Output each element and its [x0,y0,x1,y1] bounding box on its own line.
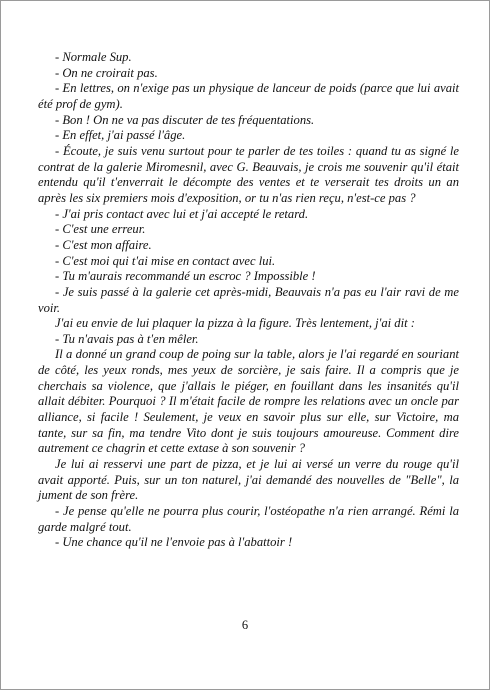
dialogue-line-mon-affaire: - C'est mon affaire. [55,237,152,252]
dialogue-line-ecoute: - Écoute, je suis venu surtout pour te parler de tes toiles : quand tu as signé le contrat de la galerie Miromesnil, avec G. Beauvais, je crois me souvenir qu'il était entendu qu'il t'enverrait le décompte des ventes et te verserait tes droits un an après les six premiers mois d'exposition, or tu n'as rien reçu, n'est-ce pas ? [38,143,459,205]
body-text [38,50,459,551]
dialogue-line-en-effet: - En effet, j'ai passé l'âge. [55,128,186,143]
dialogue-line-normale-sup: - Normale Sup. [55,50,132,64]
narrative-paragraph-pizza: J'ai eu envie de lui plaquer la pizza à la figure. Très lentement, j'ai dit : [55,316,415,331]
dialogue-line-pris-contact: - J'ai pris contact avec lui et j'ai accepté le retard. [55,206,309,221]
page-number: 6 [241,618,249,632]
dialogue-line-galerie: - Je suis passé à la galerie cet après-midi, Beauvais n'a pas eu l'air ravi de me voir. [38,284,459,315]
dialogue-line-escroc: - Tu m'aurais recommandé un escroc ? Impossible ! [55,269,316,284]
narrative-paragraph-resservi: Je lui ai resservi une part de pizza, et je lui ai versé un verre du rouge qu'il avait apporté. Puis, sur un ton naturel, j'ai demandé des nouvelles de "Belle", la jument de son frère. [38,457,459,503]
dialogue-line-en-lettres: - En lettres, on n'exige pas un physique de lanceur de poids (parce que lui avait été prof de gym). [38,81,459,111]
dialogue-line-mise-en-contact: - C'est moi qui t'ai mise en contact avec lui. [55,253,276,268]
dialogue-line-on-ne-croirait: - On ne croirait pas. [55,65,158,80]
dialogue-line-t-en-meler: - Tu n'avais pas à t'en mêler. [55,331,199,346]
dialogue-line-bon: - Bon ! On ne va pas discuter de tes fréquentations. [55,112,315,127]
dialogue-line-abattoir: - Une chance qu'il ne l'envoie pas à l'abattoir ! [55,535,293,550]
dialogue-line-erreur: - C'est une erreur. [55,222,146,237]
narrative-paragraph-coup-de-poing: Il a donné un grand coup de poing sur la table, alors je l'ai regardé en souriant de côté, les yeux ronds, mes yeux de sorcière, je sais faire. Il a compris que je cherchais sa violence, que j'allais le piéger, en fouillant dans les insanités qu'il allait débiter. Pourquoi ? Il m'était facile de rompre les relations avec un oncle par alliance, si facile ! Seulement, je veux en savoir plus sur elle, sur Victoire, ma tante, sur sa fin, ma tendre Vito dont je suis toujours amoureuse. Comment dire autrement ce chagrin et cette extase à son souvenir ? [38,347,459,456]
dialogue-line-osteopathe: - Je pense qu'elle ne pourra plus courir, l'ostéopathe n'a rien arrangé. Rémi la garde malgré tout. [38,504,459,534]
